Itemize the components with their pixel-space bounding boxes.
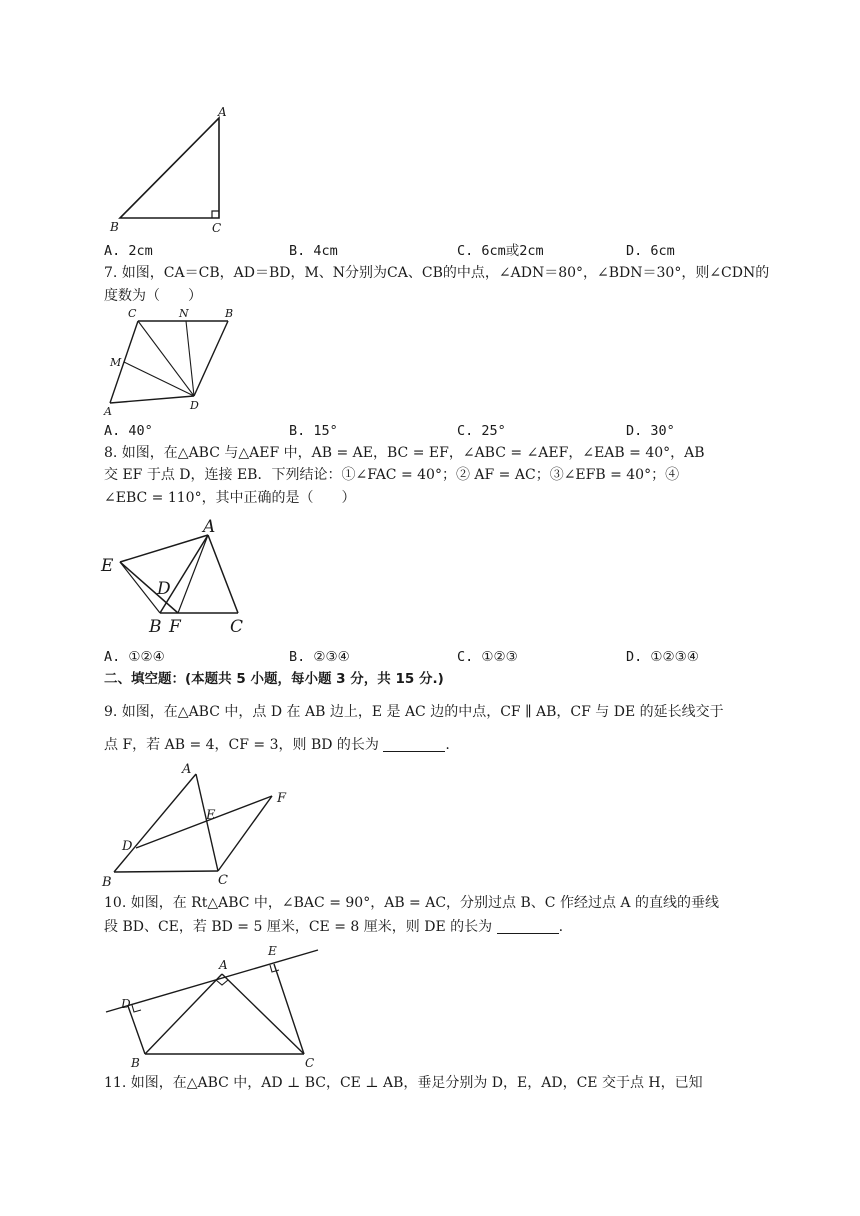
q8-figure [98, 515, 268, 640]
q6-label-a: A [218, 105, 227, 119]
q8-option-c: C. ①②③ [457, 649, 518, 665]
q10-label-a: A [219, 958, 228, 972]
q9-question-text: 点 F，若 AB = 4，CF = 3，则 BD 的长为 [104, 737, 379, 753]
q8-label-e: E [101, 556, 114, 576]
q9-label-d: D [122, 839, 133, 854]
q10-label-d: D [121, 997, 131, 1011]
q10-label-c: C [305, 1056, 315, 1068]
q9-label-f: F [277, 791, 287, 806]
q8-label-c: C [230, 617, 244, 637]
q6-option-b: B. 4cm [289, 243, 338, 259]
q10-figure [98, 940, 333, 1068]
q8-question-line1: 8. 如图，在△ABC 与△AEF 中，AB = AE，BC = EF，∠ABC = ∠AEF，∠EAB = 40°，AB [104, 445, 705, 461]
q8-option-d: D. ①②③④ [626, 649, 699, 665]
q9-question-line2 [104, 735, 450, 755]
q8-label-d: D [157, 579, 171, 599]
q8-label-f: F [169, 617, 181, 637]
q7-question-line2: 度数为（ ） [104, 288, 202, 304]
q6-option-c: C. 6cm或2cm [457, 243, 544, 259]
q7-label-a: A [104, 405, 112, 418]
q11-question-line1: 11. 如图，在△ABC 中，AD ⊥ BC，CE ⊥ AB，垂足分别为 D，E，AD，CE 交于点 H，已知 [104, 1075, 703, 1091]
q7-option-c: C. 25° [457, 423, 506, 439]
q8-label-a: A [203, 517, 216, 537]
q6-label-b: B [110, 220, 119, 234]
q9-label-c: C [218, 873, 228, 888]
q9-question-line1: 9. 如图，在△ABC 中，点 D 在 AB 边上，E 是 AC 边的中点，CF ∥ AB，CF 与 DE 的延长线交于 [104, 704, 724, 720]
q10-question-line1: 10. 如图，在 Rt△ABC 中，∠BAC = 90°，AB = AC，分别过点 B、C 作经过点 A 的直线的垂线 [104, 895, 719, 911]
q7-label-d: D [190, 399, 199, 412]
q10-period: . [558, 919, 564, 935]
q6-option-d: D. 6cm [626, 243, 675, 259]
q7-label-b: B [225, 307, 234, 320]
q9-period: . [445, 737, 450, 753]
q6-label-c: C [212, 221, 222, 235]
q10-question-text: 段 BD、CE，若 BD = 5 厘米，CE = 8 厘米，则 DE 的长为 [104, 919, 493, 935]
q10-label-e: E [268, 944, 277, 958]
q10-answer-blank[interactable] [497, 919, 559, 934]
section-heading-fill-in: 二、填空题：(本题共 5 小题，每小题 3 分，共 15 分.) [104, 671, 444, 687]
q6-option-a: A. 2cm [104, 243, 153, 259]
q7-figure [100, 303, 250, 418]
q8-label-b: B [149, 617, 162, 637]
q8-option-a: A. ①②④ [104, 649, 165, 665]
q7-label-c: C [128, 307, 137, 320]
q9-answer-blank[interactable] [383, 737, 445, 752]
q10-question-line2 [104, 917, 563, 937]
q8-question-line3: ∠EBC = 110°，其中正确的是（ ） [104, 490, 356, 506]
q9-figure [100, 758, 300, 888]
q7-question-line1: 7. 如图，CA＝CB，AD＝BD，M、N分别为CA、CB的中点，∠ADN＝80°，∠BDN＝30°，则∠CDN的 [104, 265, 770, 281]
q8-option-b: B. ②③④ [289, 649, 350, 665]
q8-question-line2: 交 EF 于点 D，连接 EB．下列结论：①∠FAC = 40°；② AF = AC；③∠EFB = 40°；④ [104, 467, 680, 483]
q9-label-b: B [102, 875, 112, 888]
q9-label-a: A [182, 762, 192, 777]
q7-option-d: D. 30° [626, 423, 675, 439]
q6-figure [98, 100, 268, 240]
q7-option-a: A. 40° [104, 423, 153, 439]
q7-option-b: B. 15° [289, 423, 338, 439]
q10-label-b: B [131, 1056, 140, 1068]
q7-label-n: N [179, 307, 189, 320]
q9-label-e: E [206, 808, 216, 823]
q7-label-m: M [110, 356, 122, 369]
